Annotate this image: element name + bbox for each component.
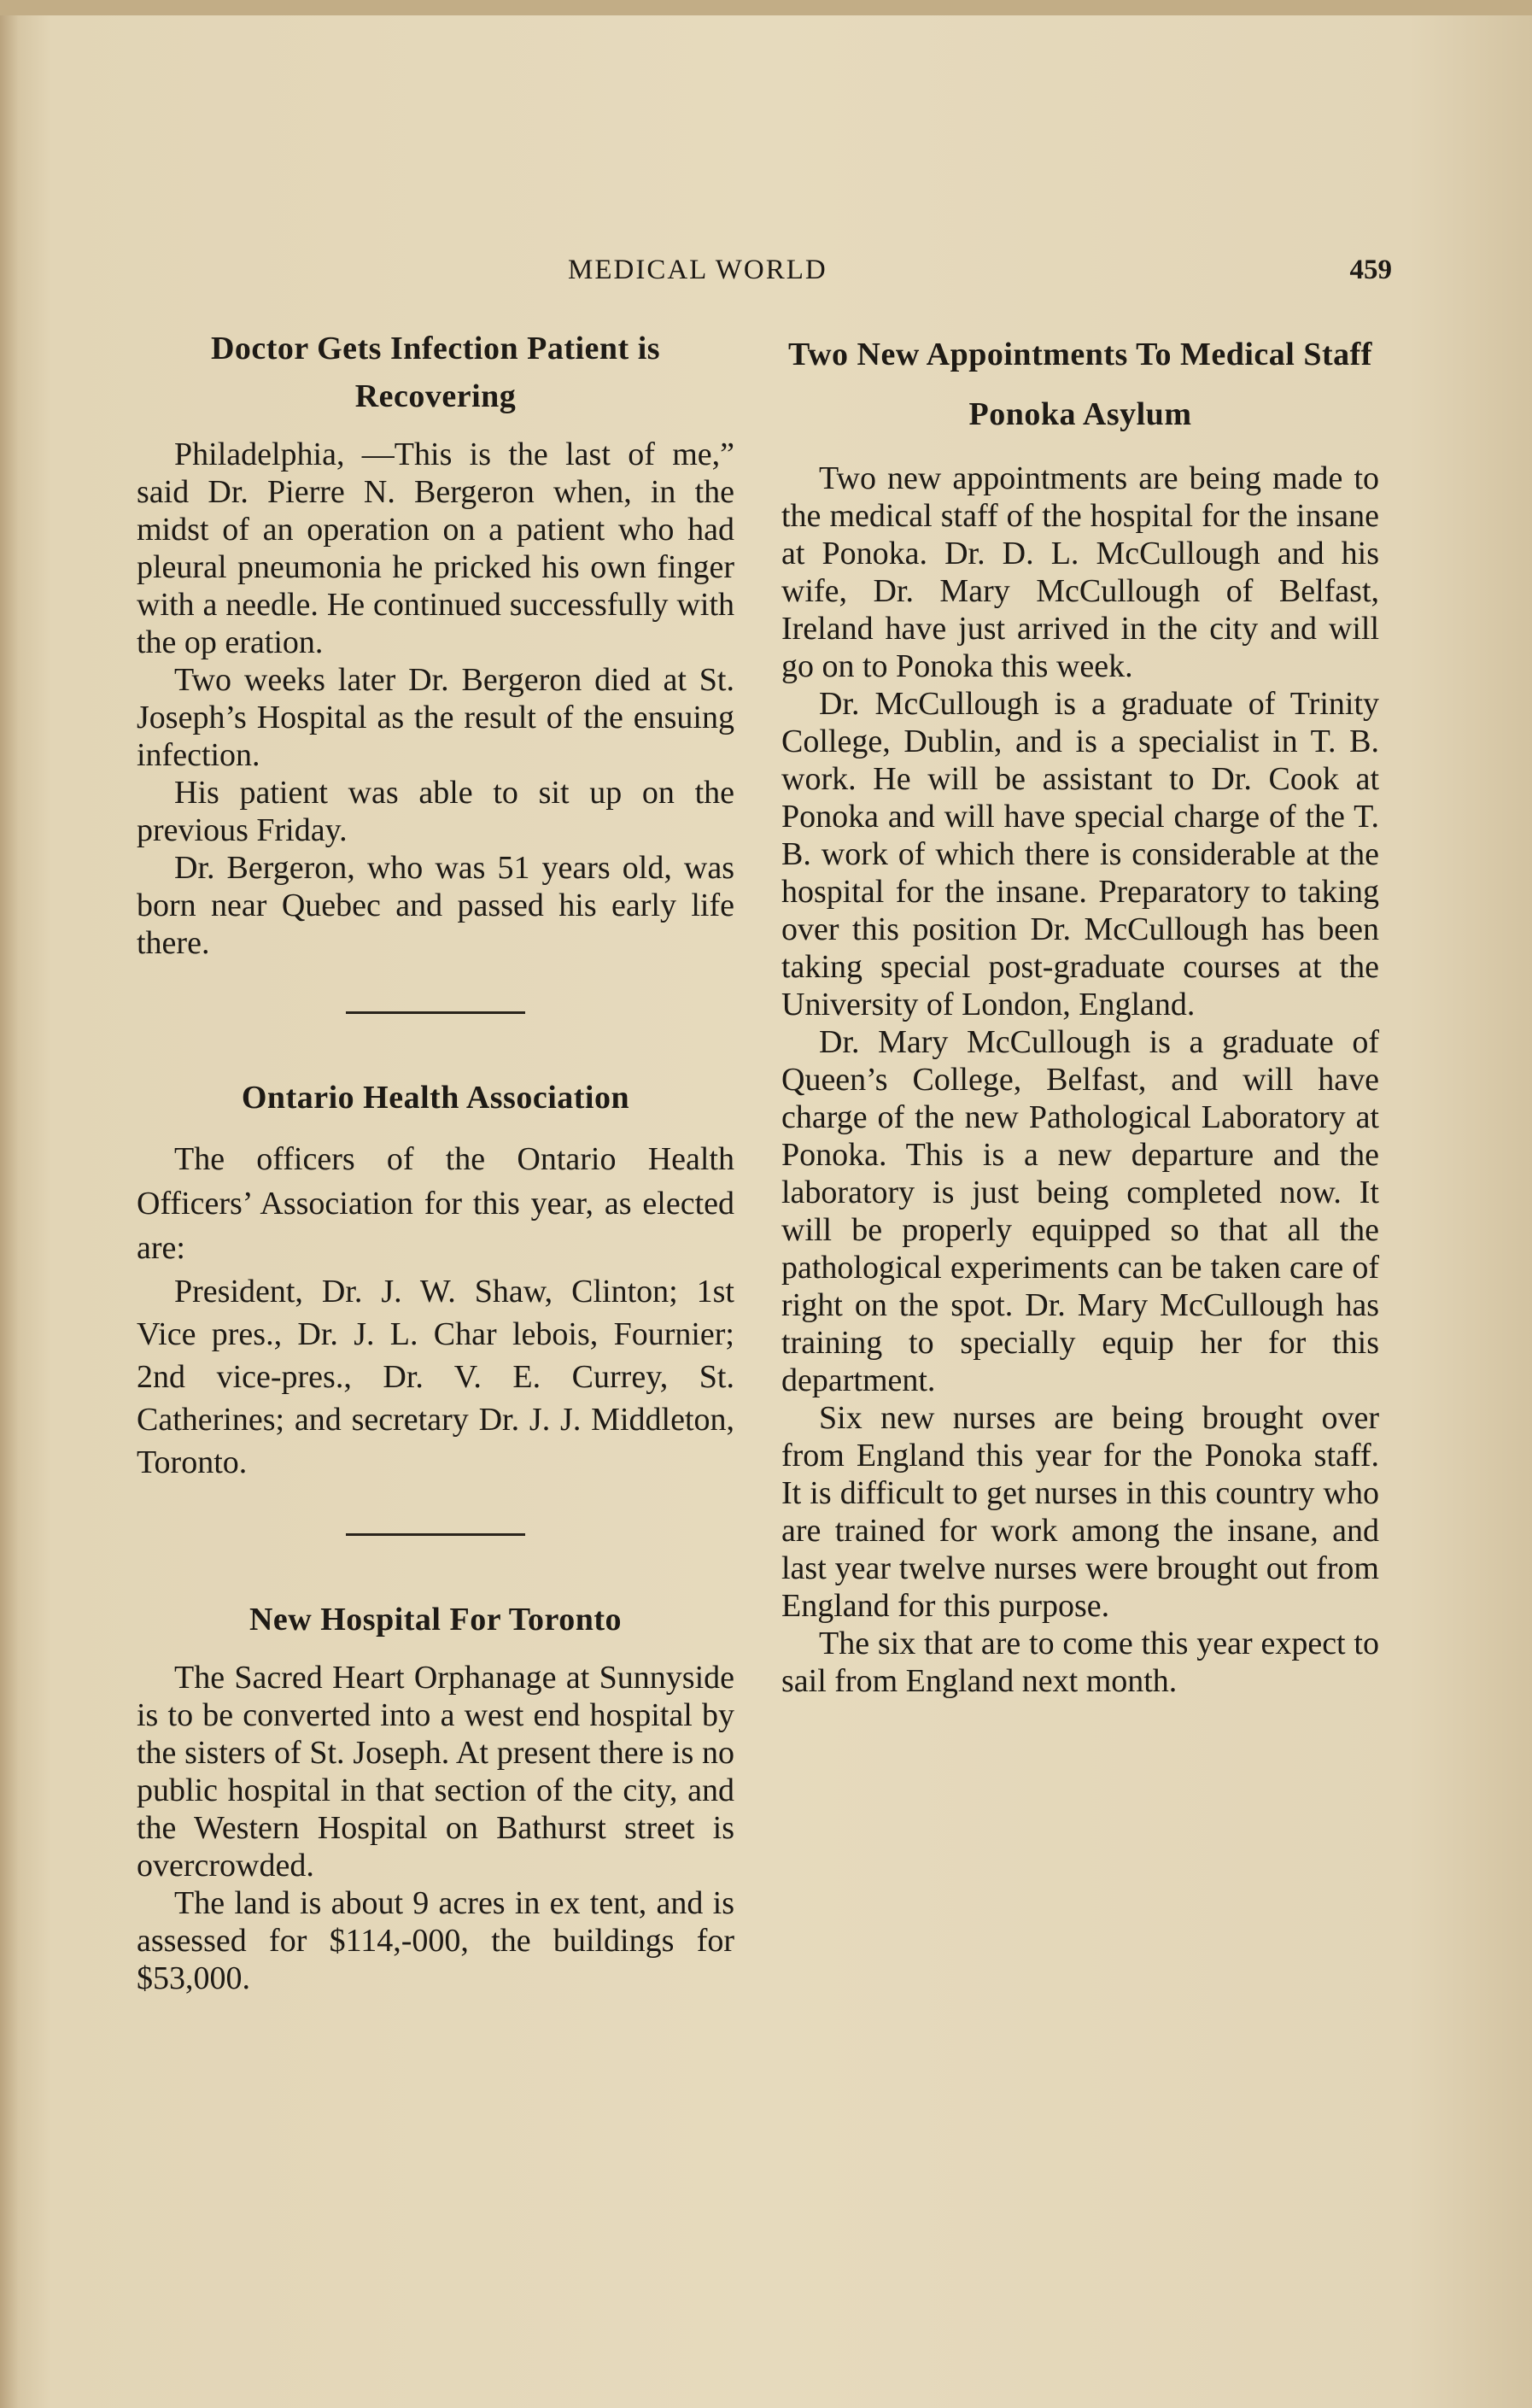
article-title: Ontario Health Association: [241, 1080, 630, 1116]
article-ontario-health: [137, 1074, 734, 1484]
section-divider: [346, 1011, 525, 1014]
paragraph: Two weeks later Dr. Bergeron died at St. Joseph’s Hospital as the result of the ensuing infection.: [137, 662, 734, 773]
running-head: MEDICAL WORLD: [568, 255, 827, 285]
article-title: New Hospital For Toronto: [249, 1602, 623, 1638]
page-top-edge: [0, 0, 1532, 15]
page-number: 459: [1349, 255, 1392, 285]
paragraph: Six new nurses are being brought over from England this year for the Ponoka staff. It is difficult to get nurses in this country who are trained for work among the insane, and last year twelve nurses were brought out from England for this purpose.: [781, 1400, 1379, 1624]
paragraph: Philadelphia, —This is the last of me,” said Dr. Pierre N. Bergeron when, in the midst of an operation on a patient who had pleural pneumonia he pricked his own finger with a needle. He continued successfully with the op eration.: [137, 436, 734, 660]
paragraph: His patient was able to sit up on the previous Friday.: [137, 775, 734, 848]
paragraph: President, Dr. J. W. Shaw, Clinton; 1st Vice pres., Dr. J. L. Char lebois, Fournier; 2nd vice-pres., Dr. V. E. Currey, St. Catherines; and secretary Dr. J. J. Middleton, Toronto.: [137, 1274, 734, 1480]
paragraph: The officers of the Ontario Health Officers’ Association for this year, as elected are:: [137, 1141, 734, 1266]
paragraph: The six that are to come this year expect to sail from England next month.: [781, 1626, 1379, 1699]
article-title: Two New Appointments To Medical Staff Ponoka Asylum: [788, 337, 1372, 432]
paragraph: Dr. Mary McCullough is a graduate of Queen’s College, Belfast, and will have charge of the new Pathological Laboratory at Ponoka. This is a new departure and the laboratory is just being completed now. It will be properly equipped so that all the pathological experiments can be taken care of right on the spot. Dr. Mary McCullough has training to specially equip her for this department.: [781, 1024, 1379, 1398]
left-column: [137, 325, 734, 1997]
paragraph: Two new appointments are being made to the medical staff of the hospital for the insane at Ponoka. Dr. D. L. McCullough and his wife, Dr. Mary McCullough of Belfast, Ireland have just arrived in the city and will go on to Ponoka this week.: [781, 460, 1379, 684]
paragraph: The Sacred Heart Orphanage at Sunnyside is to be converted into a west end hospital by the sisters of St. Joseph. At present there is no public hospital in that section of the city, and the Western Hospital on Bathurst street is overcrowded.: [137, 1660, 734, 1884]
article-title: Doctor Gets Infection Patient is Recovering: [210, 331, 661, 414]
article-ponoka-appointments: [781, 325, 1379, 1700]
paragraph: Dr. McCullough is a graduate of Trinity College, Dublin, and is a specialist in T. B. work. He will be assistant to Dr. Cook at Ponoka and will have special charge of the T. B. work of which there is considerable at the hospital for the insane. Preparatory to taking over this position Dr. McCullough has been taking special post-graduate courses at the University of London, England.: [781, 686, 1379, 1022]
paragraph: Dr. Bergeron, who was 51 years old, was born near Quebec and passed his early life there.: [137, 850, 734, 961]
article-doctor-infection: [137, 325, 734, 962]
section-divider: [346, 1533, 525, 1536]
paragraph: The land is about 9 acres in ex tent, and is assessed for $114,-000, the buildings for $53,000.: [137, 1885, 734, 1996]
page-header: [128, 255, 1392, 297]
right-column: [781, 325, 1379, 1700]
article-new-hospital: [137, 1596, 734, 1997]
